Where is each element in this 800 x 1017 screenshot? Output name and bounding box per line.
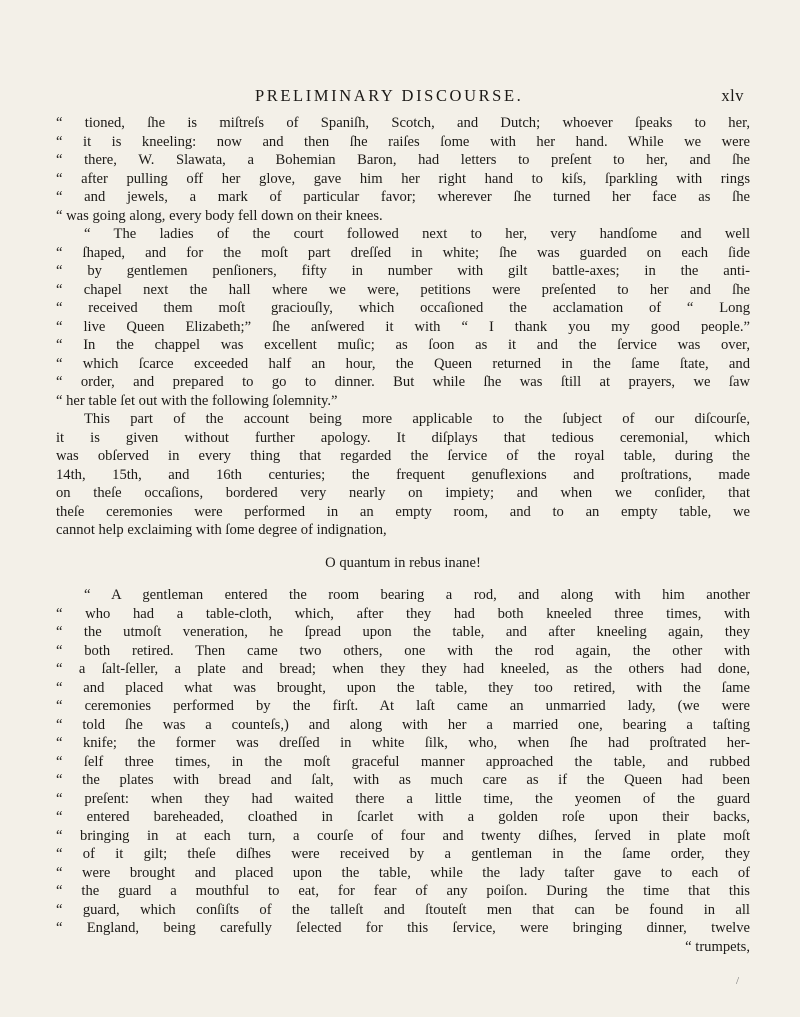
text-line: on theſe occaſions, bordered very nearly on impiety; and when we conſider, that <box>56 485 750 501</box>
text-line: “ told ſhe was a counteſs,) and along with her a married one, bearing a taſting <box>56 716 750 733</box>
text-line: “ of it gilt; theſe diſhes were received by a gentleman in the ſame order, they <box>56 846 750 862</box>
text-line: “ ſelf three times, in the moſt graceful manner approached the table, and rubbed <box>56 753 750 770</box>
latin-quotation: O quantum in rebus inane! <box>325 554 481 571</box>
text-line: “ knife; the former was dreſſed in white ſilk, who, when ſhe had proſtrated her- <box>56 735 750 751</box>
body-text <box>56 114 750 956</box>
text-line: it is given without further apology. It diſplays that tedious ceremonial, which <box>56 429 750 446</box>
text-line: “ the plates with bread and ſalt, with as much care as if the Queen had been <box>56 772 750 788</box>
text-line: “ who had a table-cloth, which, after they had both kneeled three times, with <box>56 605 750 622</box>
text-line: “ England, being carefully ſelected for this ſervice, were bringing dinner, twelve <box>56 920 750 936</box>
text-line: “ which ſcarce exceeded half an hour, the Queen returned in the ſame ſtate, and <box>56 355 750 372</box>
text-line: “ after pulling off her glove, gave him her right hand to kiſs, ſparkling with rings <box>56 170 750 187</box>
header-title: PRELIMINARY DISCOURSE. <box>255 86 524 105</box>
text-line: “ both retired. Then came two others, one with the rod again, the other with <box>56 642 750 659</box>
text-line: “ was going along, every body fell down on their knees. <box>56 207 383 224</box>
text-line: theſe ceremonies were performed in an empty room, and to an empty table, we <box>56 503 750 520</box>
text-line: “ a ſalt-ſeller, a plate and bread; when they they had kneeled, as the others had done, <box>56 661 750 677</box>
catchword: “ trumpets, <box>685 938 750 955</box>
text-line: “ the guard a mouthful to eat, for fear of any poiſon. During the time that this <box>56 883 750 899</box>
text-line: “ by gentlemen penſioners, fifty in number with gilt battle-axes; in the anti- <box>56 263 750 279</box>
text-line: was obſerved in every thing that regarded the ſervice of the royal table, during the <box>56 448 750 464</box>
text-line: “ and jewels, a mark of particular favor; wherever ſhe turned her face as ſhe <box>56 189 750 205</box>
text-line: “ live Queen Elizabeth;” ſhe anſwered it with “ I thank you my good people.” <box>56 318 750 335</box>
text-line: cannot help exclaiming with ſome degree of indignation, <box>56 522 387 538</box>
text-line: “ were brought and placed upon the table, while the lady taſter gave to each of <box>56 864 750 881</box>
stray-mark: / <box>736 975 740 987</box>
text-line: “ In the chappel was excellent muſic; as ſoon as it and the ſervice was over, <box>56 337 750 353</box>
text-line: 14th, 15th, and 16th centuries; the frequent genuflexions and proſtrations, made <box>56 466 750 483</box>
text-line: “ ceremonies performed by the firſt. At laſt came an unmarried lady, (we were <box>56 698 750 714</box>
text-line: “ her table ſet out with the following ſolemnity.” <box>56 392 338 409</box>
text-line: This part of the account being more applicable to the ſubject of our diſcourſe, <box>84 411 750 427</box>
text-line: “ The ladies of the court followed next to her, very handſome and well <box>84 226 750 242</box>
text-line: “ guard, which conſiſts of the talleſt and ſtouteſt men that can be found in all <box>56 901 750 918</box>
text-line: “ entered bareheaded, cloathed in ſcarlet with a golden roſe upon their backs, <box>56 809 750 825</box>
text-line: “ there, W. Slawata, a Bohemian Baron, had letters to preſent to her, and ſhe <box>56 152 750 168</box>
text-line: “ bringing in at each turn, a courſe of four and twenty diſhes, ſerved in plate moſt <box>56 827 750 844</box>
text-line: “ received them moſt graciouſly, which occaſioned the acclamation of “ Long <box>56 300 750 316</box>
running-header <box>60 86 744 110</box>
text-line: “ the utmoſt veneration, he ſpread upon the table, and after kneeling again, they <box>56 624 750 640</box>
text-line: “ order, and prepared to go to dinner. But while ſhe was ſtill at prayers, we ſaw <box>56 374 750 390</box>
text-line: “ it is kneeling: now and then ſhe raiſes ſome with her hand. While we were <box>56 133 750 150</box>
text-line: “ tioned, ſhe is miſtreſs of Spaniſh, Scotch, and Dutch; whoever ſpeaks to her, <box>56 115 750 131</box>
page-number: xlv <box>721 86 744 105</box>
text-line: “ chapel next the hall where we were, petitions were preſented to her and ſhe <box>56 281 750 298</box>
text-line: “ ſhaped, and for the moſt part dreſſed in white; ſhe was guarded on each ſide <box>56 244 750 261</box>
text-line: “ preſent: when they had waited there a little time, the yeomen of the guard <box>56 790 750 807</box>
text-line: “ and placed what was brought, upon the table, they too retired, with the ſame <box>56 679 750 696</box>
text-line: “ A gentleman entered the room bearing a rod, and along with him another <box>84 587 750 603</box>
